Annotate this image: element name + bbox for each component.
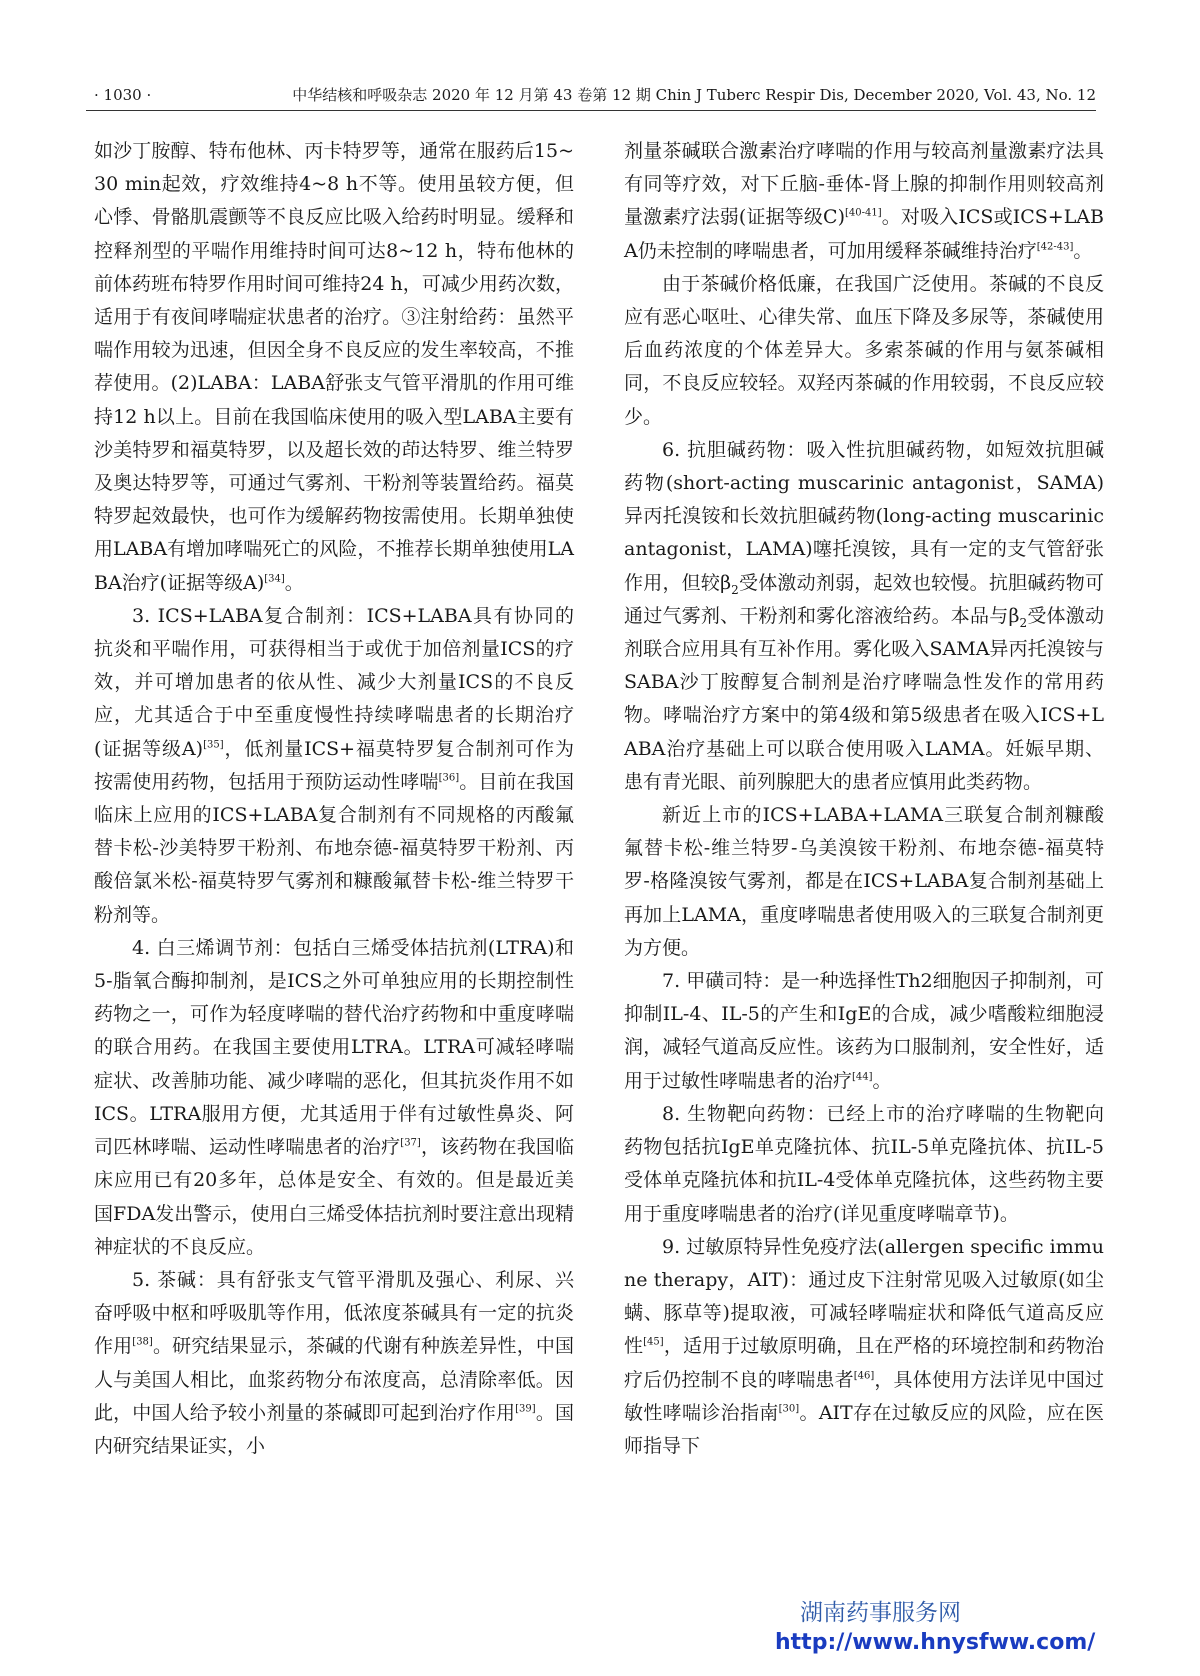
text-run: 。目前在我国临床上应用的ICS+LABA复合制剂有不同规格的丙酸氟替卡松-沙美特罗干粉剂、布地奈德-福莫特罗干粉剂、丙酸倍氯米松-福莫特罗气雾剂和糠酸氟替卡松-维兰特罗干粉剂等。 bbox=[94, 770, 574, 926]
text-run: 。 bbox=[872, 1069, 892, 1092]
text-run: 由于茶碱价格低廉，在我国广泛使用。茶碱的不良反应有恶心呕吐、心律失常、血压下降及多尿等，茶碱使用后血药浓度的个体差异大。多索茶碱的作用与氨茶碱相同，不良反应较轻。双羟丙茶碱的作用较弱，不良反应较少。 bbox=[624, 272, 1104, 428]
text-run: ，具体使用方法详见中国过敏性哮喘诊治指南 bbox=[624, 1368, 1104, 1424]
text-run: 4. 白三烯调节剂：包括白三烯受体拮抗剂(LTRA)和5-脂氧合酶抑制剂，是ICS之外可单独应用的长期控制性药物之一，可作为轻度哮喘的替代治疗药物和中重度哮喘的联合用药。在我国主要使用LTRA。LTRA可减轻哮喘症状、改善肺功能、减少哮喘的恶化，但其抗炎作用不如ICS。LTRA服用方便，尤其适用于伴有过敏性鼻炎、阿司匹林哮喘、运动性哮喘患者的治疗 bbox=[94, 936, 574, 1159]
text-run: 3. ICS+LABA复合制剂：ICS+LABA具有协同的抗炎和平喘作用，可获得相当于或优于加倍剂量ICS的疗效，并可增加患者的依从性、减少大剂量ICS的不良反应，尤其适合于中至重度慢性持续哮喘患者的长期治疗(证据等级A) bbox=[94, 604, 574, 760]
journal-citation: 中华结核和呼吸杂志 2020 年 12 月第 43 卷第 12 期 Chin J Tuberc Respir Dis, December 2020, Vol. 43, No. 12 bbox=[292, 86, 1096, 104]
subscript: 2 bbox=[731, 582, 739, 597]
citation-ref: [46] bbox=[853, 1370, 875, 1382]
text-run: 受体激动剂弱，起效也较慢。抗胆碱药物可通过气雾剂、干粉剂和雾化溶液给药。本品与β bbox=[624, 571, 1104, 627]
text-run: 。 bbox=[284, 571, 304, 594]
paragraph bbox=[94, 600, 574, 932]
text-run: 6. 抗胆碱药物：吸入性抗胆碱药物，如短效抗胆碱药物(short-acting muscarinic antagonist，SAMA)异丙托溴铵和长效抗胆碱药物(long-acting muscarinic antagonist，LAMA)噻托溴铵，具有一定的支气管舒张作用，但较β bbox=[624, 438, 1104, 594]
text-run: 9. 过敏原特异性免疫疗法(allergen specific immune therapy，AIT)：通过皮下注射常见吸入过敏原(如尘螨、豚草等)提取液，可减轻哮喘症状和降低气道高反应性 bbox=[624, 1235, 1104, 1358]
paragraph bbox=[624, 965, 1104, 1098]
citation-ref: [34] bbox=[264, 573, 285, 585]
watermark-site-name: 湖南药事服务网 bbox=[800, 1600, 961, 1626]
paragraph bbox=[624, 1098, 1104, 1231]
citation-ref: [36] bbox=[438, 772, 460, 784]
citation-ref: [40-41] bbox=[844, 208, 882, 220]
paragraph bbox=[94, 135, 574, 600]
page-number: · 1030 · bbox=[94, 86, 152, 104]
text-run: ，该药物在我国临床应用已有20多年，总体是安全、有效的。但是最近美国FDA发出警示，使用白三烯受体拮抗剂时要注意出现精神症状的不良反应。 bbox=[94, 1136, 574, 1258]
text-run: 受体激动剂联合应用具有互补作用。雾化吸入SAMA异丙托溴铵与SABA沙丁胺醇复合制剂是治疗哮喘急性发作的常用药物。哮喘治疗方案中的第4级和第5级患者在吸入ICS+LABA治疗基础上可以联合使用吸入LAMA。妊娠早期、患有青光眼、前列腺肥大的患者应慎用此类药物。 bbox=[624, 604, 1104, 793]
paragraph bbox=[624, 268, 1104, 434]
text-run: ，低剂量ICS+福莫特罗复合制剂可作为按需使用药物，包括用于预防运动性哮喘 bbox=[94, 737, 575, 793]
text-run: 5. 茶碱：具有舒张支气管平滑肌及强心、利尿、兴奋呼吸中枢和呼吸肌等作用，低浓度茶碱具有一定的抗炎作用 bbox=[94, 1268, 574, 1358]
citation-ref: [35] bbox=[203, 739, 224, 751]
paragraph bbox=[624, 1231, 1104, 1463]
watermark-url[interactable]: http://www.hnysfww.com/ bbox=[775, 1630, 1096, 1655]
paragraph bbox=[624, 434, 1104, 799]
site-watermark bbox=[775, 1598, 1100, 1658]
text-run: ，适用于过敏原明确，且在严格的环境控制和药物治疗后仍控制不良的哮喘患者 bbox=[624, 1335, 1104, 1391]
left-column bbox=[94, 135, 574, 1463]
text-run: 。国内研究结果证实，小 bbox=[94, 1401, 574, 1457]
right-column bbox=[624, 135, 1104, 1463]
text-run: 如沙丁胺醇、特布他林、丙卡特罗等，通常在服药后15~30 min起效，疗效维持4~8 h不等。使用虽较方便，但心悸、骨骼肌震颤等不良反应比吸入给药时明显。缓释和控释剂型的平喘作用维持时间可达8~12 h，特布他林的前体药班布特罗作用时间可维持24 h，可减少用药次数，适用于有夜间哮喘症状患者的治疗。③注射给药：虽然平喘作用较为迅速，但因全身不良反应的发生率较高，不推荐使用。(2)LABA：LABA舒张支气管平滑肌的作用可维持12 h以上。目前在我国临床使用的吸入型LABA主要有沙美特罗和福莫特罗，以及超长效的茚达特罗、维兰特罗及奥达特罗等，可通过气雾剂、干粉剂等装置给药。福莫特罗起效最快，也可作为缓解药物按需使用。长期单独使用LABA有增加哮喘死亡的风险，不推荐长期单独使用LABA治疗(证据等级A) bbox=[94, 140, 574, 594]
citation-ref: [39] bbox=[515, 1403, 536, 1415]
citation-ref: [44] bbox=[852, 1071, 873, 1083]
citation-ref: [30] bbox=[778, 1403, 800, 1415]
text-run: 。AIT存在过敏反应的风险，应在医师指导下 bbox=[624, 1401, 1104, 1457]
text-run: 8. 生物靶向药物：已经上市的治疗哮喘的生物靶向药物包括抗IgE单克隆抗体、抗IL-5单克隆抗体、抗IL-5受体单克隆抗体和抗IL-4受体单克隆抗体，这些药物主要用于重度哮喘患者的治疗(详见重度哮喘章节)。 bbox=[624, 1102, 1104, 1225]
paragraph bbox=[624, 135, 1104, 268]
subscript: 2 bbox=[1019, 615, 1028, 630]
paragraph bbox=[94, 932, 574, 1264]
citation-ref: [37] bbox=[400, 1137, 421, 1149]
text-run: 。研究结果显示，茶碱的代谢有种族差异性，中国人与美国人相比，血浆药物分布浓度高，总清除率低。因此，中国人给予较小剂量的茶碱即可起到治疗作用 bbox=[94, 1335, 574, 1424]
paragraph bbox=[94, 1264, 574, 1463]
text-run: 。对吸入ICS或ICS+LABA仍未控制的哮喘患者，可加用缓释茶碱维持治疗 bbox=[624, 206, 1104, 262]
citation-ref: [38] bbox=[132, 1336, 153, 1348]
text-run: 剂量茶碱联合激素治疗哮喘的作用与较高剂量激素疗法具有同等疗效，对下丘脑-垂体-肾上腺的抑制作用则较高剂量激素疗法弱(证据等级C) bbox=[624, 140, 1104, 229]
citation-ref: [45] bbox=[643, 1336, 664, 1348]
citation-ref: [42-43] bbox=[1036, 241, 1074, 253]
text-run: 7. 甲磺司特：是一种选择性Th2细胞因子抑制剂，可抑制IL-4、IL-5的产生和IgE的合成，减少嗜酸粒细胞浸润，减轻气道高反应性。该药为口服制剂，安全性好，适用于过敏性哮喘患者的治疗 bbox=[624, 970, 1104, 1092]
running-header bbox=[86, 80, 1096, 111]
text-run: 。 bbox=[1073, 239, 1093, 262]
text-run: 新近上市的ICS+LABA+LAMA三联复合制剂糠酸氟替卡松-维兰特罗-乌美溴铵干粉剂、布地奈德-福莫特罗-格隆溴铵气雾剂，都是在ICS+LABA复合制剂基础上再加上LAMA，重度哮喘患者使用吸入的三联复合制剂更为方便。 bbox=[624, 804, 1104, 959]
paragraph bbox=[624, 799, 1104, 965]
